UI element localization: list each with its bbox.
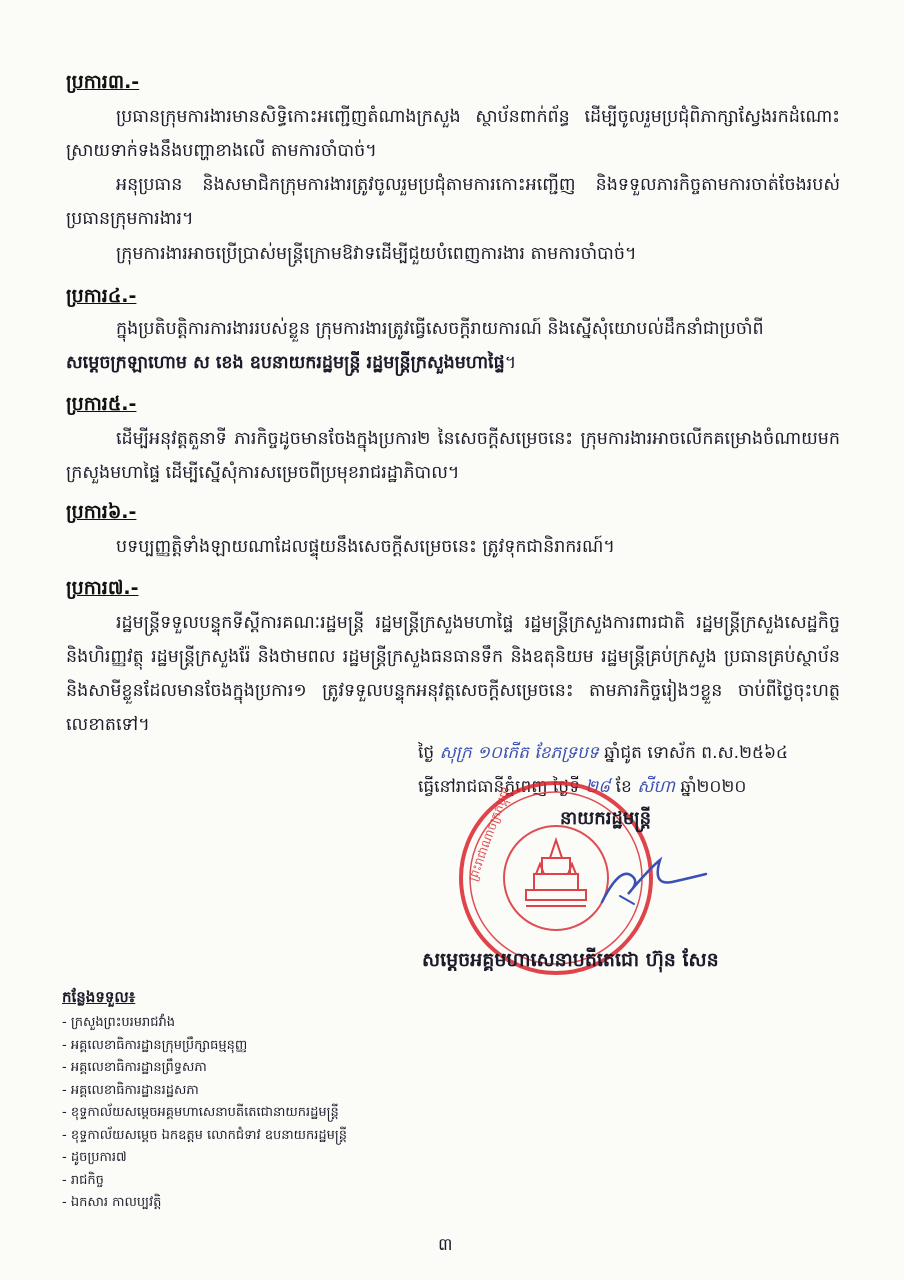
recipients-title: កន្លែងទទួល៖	[62, 988, 136, 1006]
khmer-period: ។	[504, 353, 517, 373]
signature-icon	[590, 846, 710, 916]
article-3-paragraph-3: ក្រុមការងារអាចប្រើប្រាស់មន្ត្រីក្រោមឱវាទដើម្បីជួយបំពេញការងារ តាមការចាំបាច់។	[116, 244, 637, 264]
article-6-paragraph-1: បទប្បញ្ញត្តិទាំងឡាយណាដែលផ្ទុយនឹងសេចក្តីសម្រេចនេះ ត្រូវទុកជានិរាករណ៍។	[116, 537, 615, 557]
article-7-text-1: រដ្ឋមន្ត្រីទទួលបន្ទុកទីស្តីការគណៈរដ្ឋមន្ត្រី រដ្ឋមន្ត្រីក្រសួងមហាផ្ទៃ រដ្ឋមន្ត្រីក្រសួងការពារជាតិ រដ្ឋមន្ត្រីក្រសួងសេដ្ឋកិច្ច និងហិរញ្ញវត្ថុ រដ្ឋមន្ត្រីក្រសួងរ៉ែ និងថាមពល រដ្ឋមន្ត្រីក្រសួងធនធានទឹក និងឧតុនិយម រដ្ឋមន្ត្រីគ្រប់ក្រសួង ប្រធានគ្រប់ស្ថាប័ន និងសាមីខ្លួនដែលមានចែងក្នុងប្រការ១ ត្រូវទទួលបន្ទុកអនុវត្តសេចក្តីសម្រេចនេះ តាមភារកិច្ចរៀងៗខ្លួន ចាប់ពីថ្ងៃចុះហត្ថលេខាតទៅ។	[66, 613, 840, 735]
recipient-item: - អគ្គលេខាធិការដ្ឋានរដ្ឋសភា	[62, 1082, 199, 1098]
recipient-item: - រាជកិច្ច	[62, 1172, 104, 1188]
article-3-paragraph-2	[66, 168, 840, 236]
solar-date-year: ឆ្នាំ២០២០	[680, 777, 747, 797]
recipient-item: - ឯកសារ កាលប្បវត្តិ	[62, 1195, 162, 1210]
recipients-list	[62, 1012, 347, 1215]
article-7-paragraph-1	[66, 606, 840, 742]
lunar-date-handwritten: សុក្រ ១០កើត ខែភទ្របទ	[439, 743, 599, 763]
signer-title: នាយករដ្ឋមន្ត្រី	[560, 808, 652, 829]
recipient-item: - ដូចប្រការ៧	[62, 1150, 127, 1165]
lunar-date-prefix: ថ្ងៃ	[418, 743, 435, 763]
article-5-paragraph-1	[66, 422, 840, 490]
article-4-paragraph-1: ក្នុងប្រតិបត្តិការការងាររបស់ខ្លួន ក្រុមការងារត្រូវធ្វើសេចក្តីរាយការណ៍ និងស្នើសុំយោបល់ដឹកនាំជាប្រចាំពី	[116, 319, 764, 339]
article-4-bold-line	[66, 346, 840, 380]
solar-date-month: សីហា	[637, 777, 675, 797]
article-4-heading: ប្រការ៤.-	[66, 285, 137, 307]
recipient-item: - អគ្គលេខាធិការដ្ឋានព្រឹទ្ធសភា	[62, 1060, 207, 1075]
lunar-date-suffix: ឆ្នាំជូត ទោស័ក ព.ស.២៥៦៤	[604, 743, 789, 763]
article-3-paragraph-1	[66, 100, 840, 168]
seal-text: ព្រះរាជាណាចក្រកម្ពុជា	[465, 784, 513, 884]
recipient-item: - ក្រសួងព្រះបរមរាជវាំង	[62, 1015, 176, 1030]
article-3-text-2: អនុប្រធាន និងសមាជិកក្រុមការងារត្រូវចូលរួមប្រជុំតាមការកោះអញ្ជើញ និងទទួលភារកិច្ចតាមការចាត់ចែងរបស់ប្រធានក្រុមការងារ។	[66, 175, 840, 229]
article-6-heading: ប្រការ៦.-	[66, 501, 137, 523]
minister-name: សម្តេចក្រឡាហោម ស ខេង ឧបនាយករដ្ឋមន្ត្រី រដ្ឋមន្ត្រីក្រសួងមហាផ្ទៃ	[66, 353, 505, 373]
lunar-date	[418, 736, 788, 770]
solar-date-prefix: ធ្វើនៅរាជធានីភ្នំពេញ ថ្ងៃទី	[418, 777, 580, 797]
article-3-heading: ប្រការ៣.-	[66, 71, 140, 93]
solar-date-month-label: ខែ	[615, 777, 632, 797]
article-7-heading: ប្រការ៧.-	[66, 577, 139, 599]
recipient-item: - អគ្គលេខាធិការដ្ឋានក្រុមប្រឹក្សាធម្មនុញ្ញ	[62, 1037, 248, 1053]
recipient-item: - ខុទ្ទកាល័យសម្តេចអគ្គមហាសេនាបតីតេជោនាយករដ្ឋមន្ត្រី	[62, 1105, 339, 1120]
page-number: ៣	[438, 1235, 453, 1255]
signer-name: សម្តេចអគ្គមហាសេនាបតីតេជោ ហ៊ុន សែន	[422, 949, 719, 971]
recipient-item: - ខុទ្ទកាល័យសម្តេច ឯកឧត្តម លោកជំទាវ ឧបនាយករដ្ឋមន្ត្រី	[62, 1127, 348, 1143]
solar-date-day: ២៨	[585, 777, 611, 797]
article-3-text-1: ប្រធានក្រុមការងារមានសិទ្ធិកោះអញ្ជើញតំណាងក្រសួង ស្ថាប័នពាក់ព័ន្ធ ដើម្បីចូលរួមប្រជុំពិភាក្សាស្វែងរកដំណោះស្រាយទាក់ទងនឹងបញ្ហាខាងលើ តាមការចាំបាច់។	[66, 107, 840, 161]
article-5-text-1: ដើម្បីអនុវត្តតួនាទី ភារកិច្ចដូចមានចែងក្នុងប្រការ២ នៃសេចក្តីសម្រេចនេះ ក្រុមការងារអាចលើកគម្រោងចំណាយមកក្រសួងមហាផ្ទៃ ដើម្បីស្នើសុំការសម្រេចពីប្រមុខរាជរដ្ឋាភិបាល។	[66, 429, 840, 483]
article-5-heading: ប្រការ៥.-	[66, 393, 137, 415]
